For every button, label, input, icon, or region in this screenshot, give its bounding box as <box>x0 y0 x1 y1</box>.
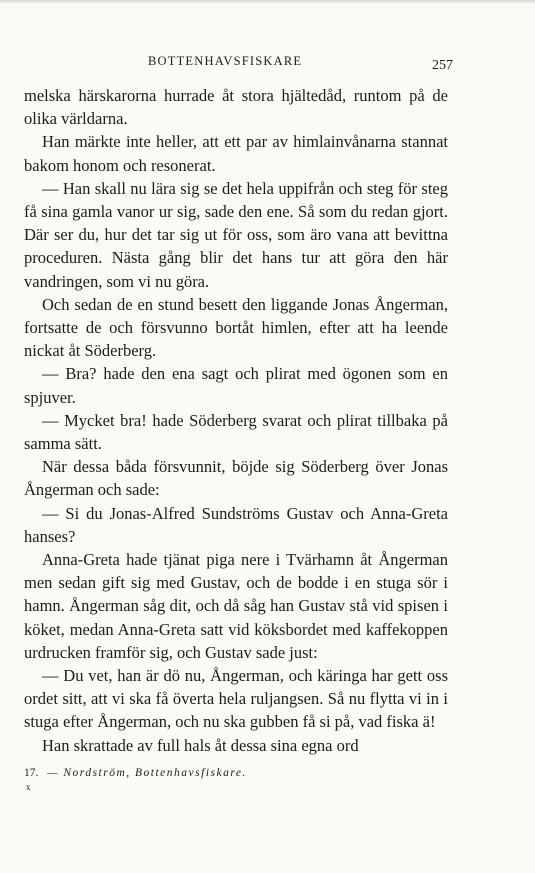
printer-mark: x <box>26 782 31 792</box>
dialogue-paragraph: — Du vet, han är dö nu, Ångerman, och käringa har gett oss ordet sitt, att vi ska få överta hela ruljangsen. Så nu flytta vi in i stuga efter Ångerman, och nu ska gubben få si på, vad fiska ä! <box>24 666 448 732</box>
page-number: 257 <box>432 58 453 73</box>
dialogue-paragraph: — Han skall nu lära sig se det hela uppifrån och steg för steg få sina gamla vanor ur sig, sade den ene. Så som du redan gjort. Där ser du, hur det tar sig ut för oss, som äro vana att bevittna proceduren. Nästa gång blir det hans tur att göra den här vandringen, som vi nu göra. <box>24 178 448 291</box>
dialogue-paragraph: — Bra? hade den ena sagt och plirat med ögonen som en spjuver. <box>24 364 448 407</box>
signature-number: 17. <box>24 767 39 779</box>
paragraph: Han märkte inte heller, att ett par av himlainvånarna stannat bakom honom och resonerat. <box>24 132 448 175</box>
paragraph: melska härskarorna hurrade åt stora hjältedåd, runtom på de olika världarna. <box>24 86 448 129</box>
running-title: BOTTENHAVSFISKARE <box>148 54 303 68</box>
paragraph: Han skrattade av full hals åt dessa sina egna ord <box>42 735 359 755</box>
paragraph: Och sedan de en stund besett den liggande Jonas Ångerman, fortsatte de och försvunno bortåt himlen, efter att ha leende nickat åt Söderberg. <box>24 294 448 361</box>
paragraph: Anna-Greta hade tjänat piga nere i Tvärhamn åt Ångerman men sedan gift sig med Gustav, och de bodde i en stuga sör i hamn. Ångerman såg dit, och då såg han Gustav stå vid spisen i köket, medan Anna-Greta satt vid köksbordet med kaffekoppen urdrucken framför sig, och Gustav sade just: <box>24 550 448 662</box>
paragraph: När dessa båda försvunnit, böjde sig Söderberg över Jonas Ångerman och sade: <box>24 457 448 500</box>
page-top-edge <box>0 0 535 4</box>
dialogue-paragraph: — Si du Jonas-Alfred Sundströms Gustav och Anna-Greta hanses? <box>24 503 448 546</box>
body-text <box>24 84 448 757</box>
dialogue-paragraph: — Mycket bra! hade Söderberg svarat och plirat tillbaka på samma sätt. <box>24 410 448 454</box>
signature-title: — Nordström, Bottenhavsfiskare. <box>47 767 247 779</box>
signature-footer <box>24 766 448 794</box>
